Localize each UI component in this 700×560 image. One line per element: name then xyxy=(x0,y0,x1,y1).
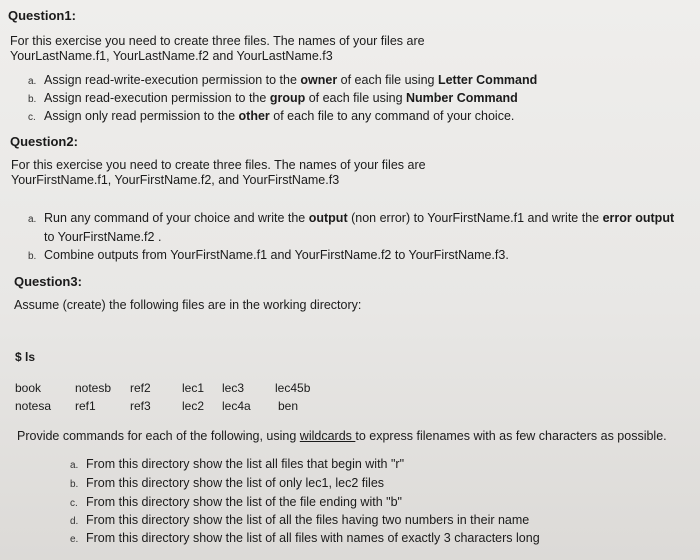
question1-item-b xyxy=(28,89,518,109)
instructions-text: Provide commands for each of the following, using xyxy=(17,429,300,443)
question3-instructions xyxy=(17,428,667,444)
file-name: ref3 xyxy=(130,399,151,413)
item-text: Assign read-execution permission to the xyxy=(44,91,270,105)
file-name: lec45b xyxy=(275,381,311,395)
question3-item-c xyxy=(70,493,402,513)
item-marker: a. xyxy=(28,76,37,87)
item-marker: c. xyxy=(28,112,36,123)
item-text: From this directory show the list all files that begin with "r" xyxy=(86,457,405,471)
item-bold-term: other xyxy=(238,109,270,123)
question2-item-a xyxy=(28,209,674,229)
file-name: ben xyxy=(278,399,299,413)
item-text: Assign read-write-execution permission to the xyxy=(44,73,301,87)
file-name: ref1 xyxy=(75,399,96,413)
question3-item-a xyxy=(70,455,404,475)
item-text: (non error) to YourFirstName.f1 and write the xyxy=(347,211,603,225)
question3-item-d xyxy=(70,511,529,531)
question2-intro-line2: YourFirstName.f1, YourFirstName.f2, and YourFirstName.f3 xyxy=(11,173,340,187)
question1-item-a xyxy=(28,71,537,91)
question1-title: Question1: xyxy=(8,8,76,23)
item-text: From this directory show the list of the file ending with "b" xyxy=(86,495,402,509)
item-text: of each file to any command of your choice. xyxy=(269,109,515,123)
file-name: book xyxy=(15,381,42,395)
item-text: From this directory show the list of only lec1, lec2 files xyxy=(86,476,385,490)
instructions-text: to express filenames with as few characters as possible. xyxy=(355,429,667,443)
question1-intro-line1: For this exercise you need to create three files. The names of your files are xyxy=(10,34,425,48)
item-text: Run any command of your choice and write the xyxy=(44,211,309,225)
item-marker: b. xyxy=(28,251,37,262)
item-bold-term: error output xyxy=(602,211,675,225)
question2-title: Question2: xyxy=(10,134,78,149)
wildcards-term: wildcards xyxy=(299,429,356,443)
item-text: Assign only read permission to the xyxy=(44,109,239,123)
item-marker: b. xyxy=(70,479,79,490)
item-bold-term: Number Command xyxy=(406,91,518,105)
item-text: of each file using xyxy=(337,73,438,87)
item-marker: d. xyxy=(70,516,79,527)
question3-item-e xyxy=(70,529,540,549)
item-marker: c. xyxy=(70,498,78,509)
file-name: ref2 xyxy=(130,381,151,395)
question2-item-a-continuation: to YourFirstName.f2 . xyxy=(44,230,162,244)
item-marker: b. xyxy=(28,94,37,105)
file-name: lec4a xyxy=(222,399,251,413)
shell-prompt: $ ls xyxy=(15,350,36,364)
file-name: lec2 xyxy=(182,399,205,413)
question1-intro-line2: YourLastName.f1, YourLastName.f2 and YourLastName.f3 xyxy=(10,49,333,63)
item-text: Combine outputs from YourFirstName.f1 and YourFirstName.f2 to YourFirstName.f3. xyxy=(44,248,509,262)
item-bold-term: Letter Command xyxy=(437,73,538,87)
item-bold-term: group xyxy=(269,91,306,105)
item-text: From this directory show the list of all files with names of exactly 3 characters long xyxy=(86,531,540,545)
file-name: notesa xyxy=(15,399,52,413)
item-marker: a. xyxy=(70,460,79,471)
item-bold-term: output xyxy=(308,211,348,225)
file-name: lec1 xyxy=(182,381,205,395)
question3-item-b xyxy=(70,474,384,494)
file-name: lec3 xyxy=(222,381,245,395)
file-name: notesb xyxy=(75,381,112,395)
question1-item-c xyxy=(28,107,514,127)
question2-intro-line1: For this exercise you need to create three files. The names of your files are xyxy=(11,158,426,172)
item-text: of each file using xyxy=(305,91,406,105)
question3-title: Question3: xyxy=(14,274,82,289)
item-marker: a. xyxy=(28,214,37,225)
item-text: From this directory show the list of all the files having two numbers in their name xyxy=(86,513,530,527)
question2-item-b xyxy=(28,246,509,266)
item-bold-term: owner xyxy=(300,73,338,87)
question3-intro: Assume (create) the following files are in the working directory: xyxy=(14,298,362,312)
item-marker: e. xyxy=(70,534,79,545)
